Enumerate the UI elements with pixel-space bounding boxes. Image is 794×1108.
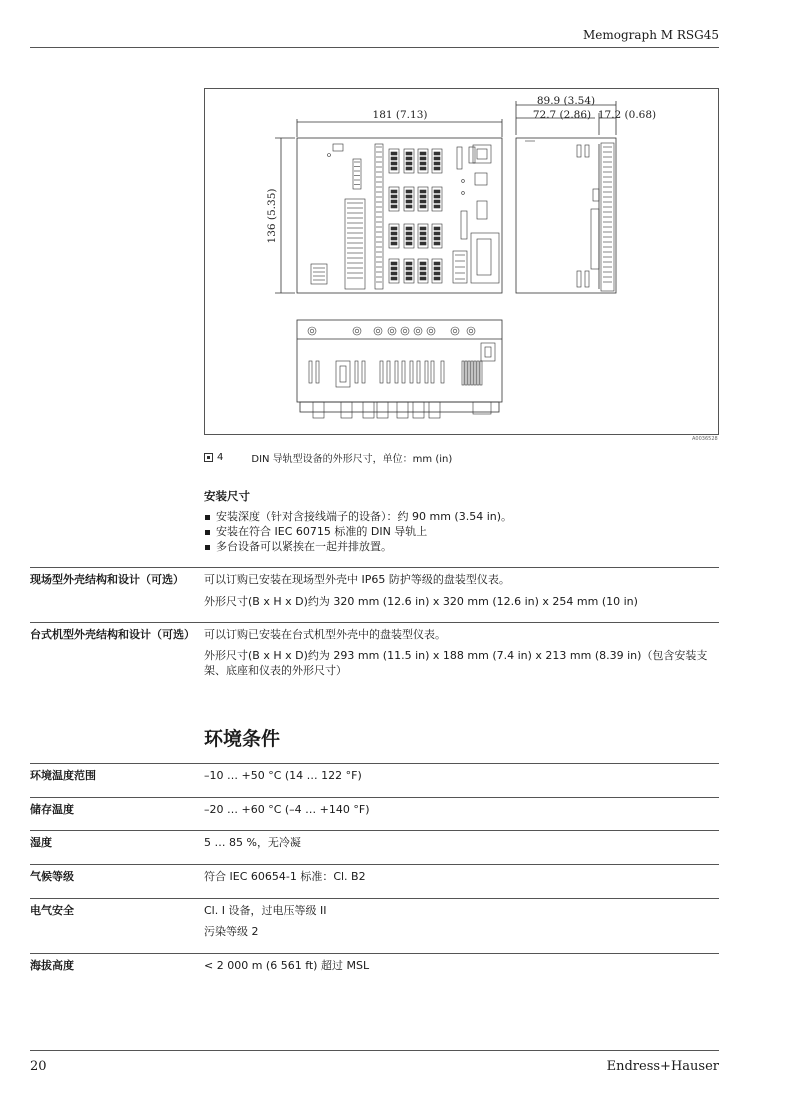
install-bullets <box>204 509 512 554</box>
page-footer <box>30 1050 719 1074</box>
dim-depth-body-label: 72.7 (2.86) <box>532 109 592 121</box>
env-row-value: < 2 000 m (6 561 ft) 超过 MSL <box>204 959 370 972</box>
figure-number: 4 <box>217 452 224 463</box>
install-title: 安装尺寸 <box>204 489 250 503</box>
list-item: 多台设备可以紧挨在一起并排放置。 <box>204 539 512 554</box>
desktop-housing-line2: 外形尺寸(B x H x D)约为 293 mm (11.5 in) x 188 mm (7.4 in) x 213 mm (8.39 in)（包含安装支架、底座和仪表的外形尺寸） <box>204 649 708 677</box>
field-housing-line1: 可以订购已安装在现场型外壳中 IP65 防护等级的盘装型仪表。 <box>204 573 510 586</box>
divider <box>30 797 719 798</box>
env-row-value-2: 污染等级 2 <box>204 925 259 938</box>
env-section-title: 环境条件 <box>204 728 281 750</box>
dim-width-label: 181 (7.13) <box>372 109 428 121</box>
env-row-value: 5 … 85 %，无冷凝 <box>204 836 301 849</box>
divider <box>30 953 719 954</box>
brand-name: Endress+Hauser <box>606 1059 719 1074</box>
field-housing-line2: 外形尺寸(B x H x D)约为 320 mm (12.6 in) x 320 mm (12.6 in) x 254 mm (10 in) <box>204 595 638 608</box>
desktop-housing-label: 台式机型外壳结构和设计（可选） <box>30 628 195 641</box>
env-row-value: –20 … +60 °C (–4 … +140 °F) <box>204 803 370 816</box>
divider <box>30 763 719 764</box>
page-number: 20 <box>30 1059 47 1074</box>
env-row-value: Cl. I 设备，过电压等级 II <box>204 904 327 917</box>
divider <box>30 830 719 831</box>
divider <box>30 622 719 623</box>
divider <box>30 898 719 899</box>
figure-image-id: A0036528 <box>692 436 718 442</box>
env-row-label: 环境温度范围 <box>30 769 96 782</box>
env-row-label: 气候等级 <box>30 870 74 883</box>
divider <box>30 567 719 568</box>
env-row-label: 储存温度 <box>30 803 74 816</box>
env-row-label: 湿度 <box>30 836 52 849</box>
dim-depth-total-label: 89.9 (3.54) <box>536 95 596 107</box>
drawing-svg <box>205 89 720 436</box>
env-row-label: 电气安全 <box>30 904 74 917</box>
field-housing-label: 现场型外壳结构和设计（可选） <box>30 573 184 586</box>
dimension-drawing <box>204 88 719 435</box>
list-item: 安装在符合 IEC 60715 标准的 DIN 导轨上 <box>204 524 512 539</box>
desktop-housing-line1: 可以订购已安装在台式机型外壳中的盘装型仪表。 <box>204 628 446 641</box>
figure-caption-text: DIN 导轨型设备的外形尺寸，单位：mm (in) <box>251 454 453 465</box>
divider <box>30 864 719 865</box>
figure-caption <box>204 450 452 465</box>
list-item: 安装深度（针对含接线端子的设备）：约 90 mm (3.54 in)。 <box>204 509 512 524</box>
dim-height-label: 136 (5.35) <box>266 188 278 244</box>
dim-depth-terminal-label: 17.2 (0.68) <box>597 109 657 121</box>
figure-icon <box>204 453 213 462</box>
env-row-value: –10 … +50 °C (14 … 122 °F) <box>204 769 362 782</box>
env-row-label: 海拔高度 <box>30 959 74 972</box>
env-row-value: 符合 IEC 60654-1 标准：Cl. B2 <box>204 870 366 883</box>
document-title: Memograph M RSG45 <box>582 28 719 42</box>
page-header <box>30 26 719 48</box>
